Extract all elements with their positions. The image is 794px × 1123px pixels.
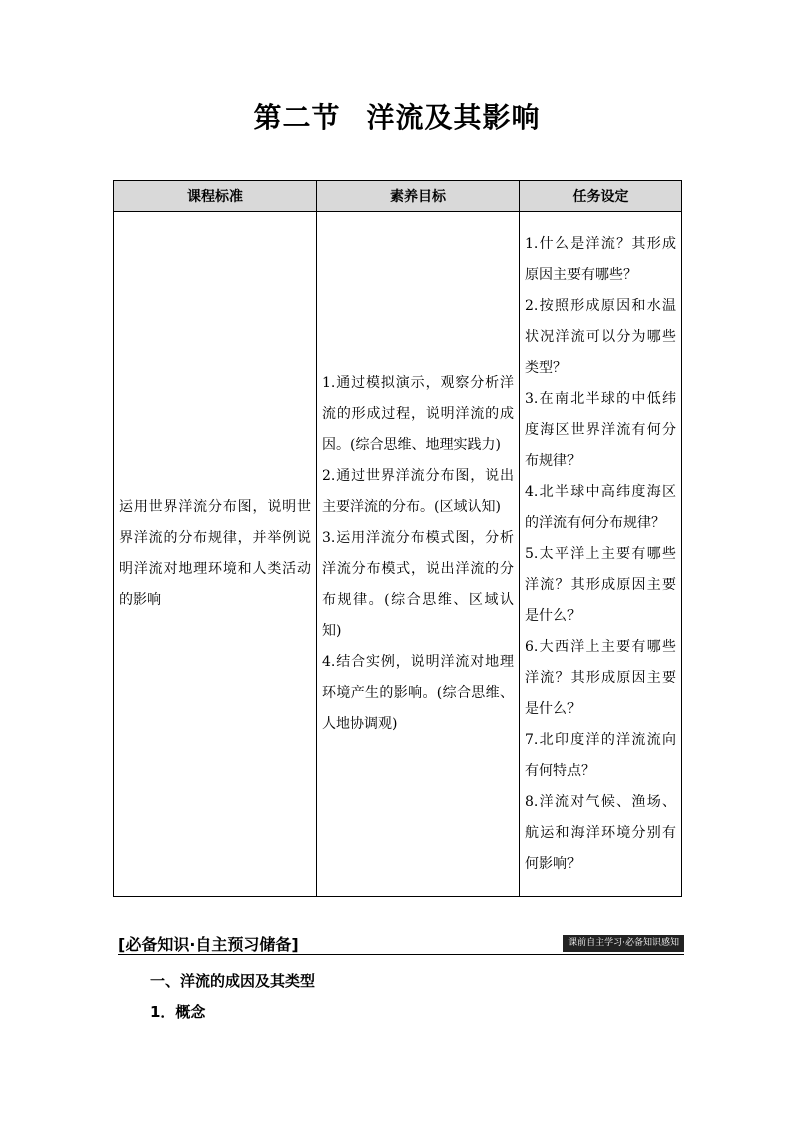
goals-list: [322, 368, 514, 740]
section-tag: 课前自主学习·必备知识感知: [563, 935, 684, 952]
task-item: 3.在南北半球的中低纬度海区世界洋流有何分布规律？: [525, 390, 676, 469]
tasks-list: [525, 229, 676, 880]
table-row: [114, 212, 682, 897]
page-title: [0, 96, 794, 136]
heading-level-1: 一、洋流的成因及其类型: [150, 972, 316, 990]
section-header: [118, 932, 684, 955]
goal-item: 4.结合实例，说明洋流对地理环境产生的影响。(综合思维、人地协调观): [322, 654, 514, 732]
goal-item: 2.通过世界洋流分布图，说出主要洋流的分布。(区域认知): [322, 468, 514, 515]
task-item: 6.大西洋上主要有哪些洋流？其形成原因主要是什么？: [525, 638, 676, 717]
header-standard: 课程标准: [114, 181, 317, 212]
cell-goals: [317, 212, 520, 897]
title-part-2: 洋流及其影响: [366, 101, 541, 134]
task-item: 1.什么是洋流？其形成原因主要有哪些？: [525, 235, 676, 283]
task-item: 4.北半球中高纬度海区的洋流有何分布规律？: [525, 483, 676, 531]
task-item: 2.按照形成原因和水温状况洋流可以分为哪些类型？: [525, 297, 676, 376]
title-part-1: 第二节: [253, 101, 341, 134]
header-goals: 素养目标: [317, 181, 520, 212]
header-tasks: 任务设定: [520, 181, 682, 212]
curriculum-table: [113, 180, 682, 897]
task-item: 5.太平洋上主要有哪些洋流？其形成原因主要是什么？: [525, 545, 676, 624]
goal-item: 3.运用洋流分布模式图，分析洋流分布模式，说出洋流的分布规律。(综合思维、区域认知): [322, 530, 514, 639]
goal-item: 1.通过模拟演示，观察分析洋流的形成过程，说明洋流的成因。(综合思维、地理实践力): [322, 375, 514, 453]
cell-tasks: [520, 212, 682, 897]
table-header-row: [114, 181, 682, 212]
standard-text: 运用世界洋流分布图，说明世界洋流的分布规律，并举例说明洋流对地理环境和人类活动的影响: [119, 499, 311, 608]
task-item: 8.洋流对气候、渔场、航运和海洋环境分别有何影响？: [525, 793, 676, 872]
heading-level-2: 1．概念: [150, 1003, 206, 1021]
task-item: 7.北印度洋的洋流流向有何特点？: [525, 731, 676, 779]
cell-standard: [114, 212, 317, 897]
section-title: [必备知识·自主预习储备]: [118, 935, 299, 954]
